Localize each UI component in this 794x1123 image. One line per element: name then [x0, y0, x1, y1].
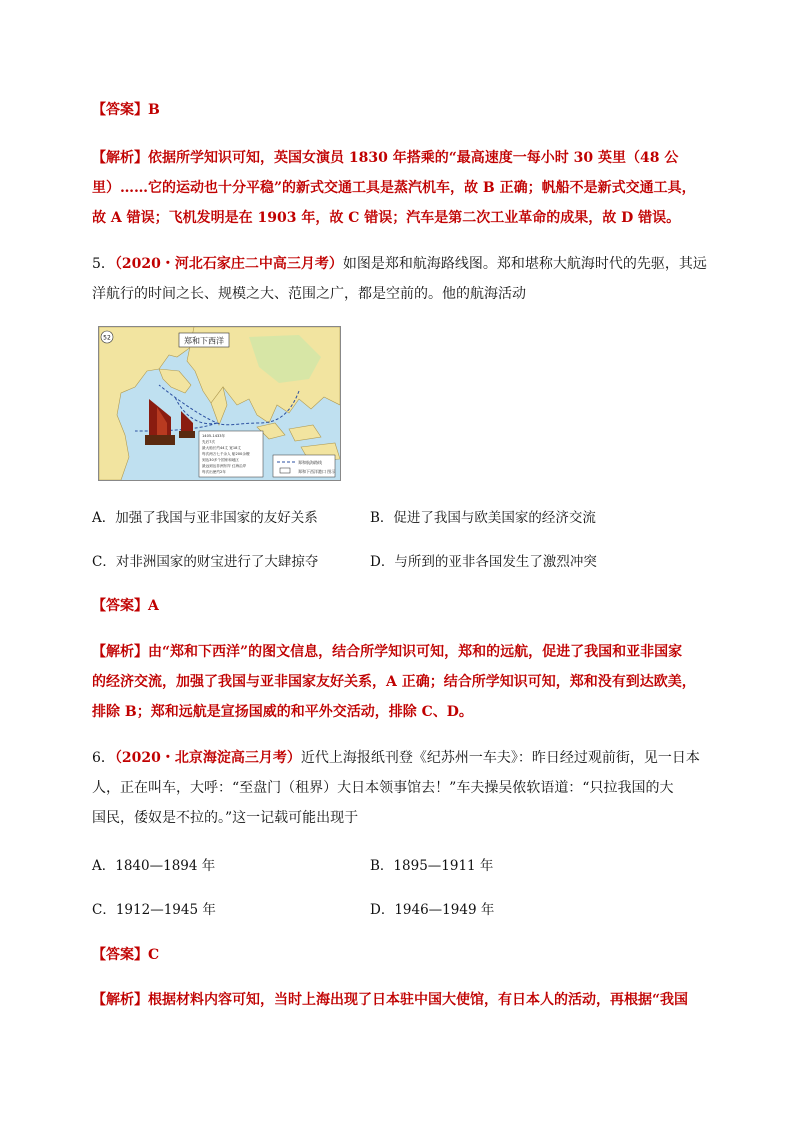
question-source: （2020・河北石家庄二中高三月考）	[114, 256, 343, 272]
map-legend-route: 郑和航海路线	[298, 460, 322, 465]
q5-option-a[interactable]: A．加强了我国与亚非国家的友好关系	[92, 510, 318, 526]
q6-stem-line-1: 6．（2020・北京海淀高三月考）近代上海报纸刊登《纪苏州一车夫》：昨日经过观前街，见一日本	[92, 750, 700, 766]
q5-analysis-line-1: 【解析】由“郑和下西洋”的图文信息，结合所学知识可知，郑和的远航，促进了我国和亚非国家	[92, 644, 683, 660]
map-table-row: 每次出使约2年	[202, 470, 226, 474]
zheng-he-voyage-map	[98, 326, 341, 481]
q5-analysis-line-3: 排除 B；郑和远航是宣扬国威的和平外交活动，排除 C、D。	[92, 704, 473, 720]
map-table-row: 先后7次	[202, 440, 216, 444]
map-table-row: 每次两万七千余人 船200余艘	[202, 452, 250, 456]
q6-stem-line-3: 国民，倭奴是不拉的。”这一记载可能出现于	[92, 810, 359, 826]
q4-answer-line	[92, 100, 712, 120]
question-source: （2020・北京海淀高三月考）	[114, 750, 301, 766]
answer-value: C	[148, 947, 160, 963]
q4-analysis-line-1: 【解析】依据所学知识可知，英国女演员 1830 年搭乘的“最高速度一每小时 30 英里（48 公	[92, 150, 679, 166]
q5-option-c[interactable]: C．对非洲国家的财宝进行了大肆掠夺	[92, 554, 319, 570]
map-table-row: 最远到达非洲东岸 红海沿岸	[202, 464, 247, 468]
answer-value: A	[148, 598, 159, 614]
question-number: 5．	[92, 256, 115, 272]
q5-answer-line	[92, 596, 712, 616]
answer-tag: 【答案】	[92, 947, 148, 963]
answer-value: B	[148, 102, 160, 118]
map-badge: 52	[103, 334, 111, 342]
q5-stem-line-1: 5．（2020・河北石家庄二中高三月考）如图是郑和航海路线图。郑和堪称大航海时代的先驱，其远	[92, 256, 707, 272]
q6-option-c[interactable]: C．1912—1945 年	[92, 902, 216, 918]
q6-answer-line	[92, 945, 712, 965]
q6-stem-line-2: 人，正在叫车，大呼：“至盘门（租界）大日本领事馆去！”车夫操吴侬软语道：“只拉我国的大	[92, 780, 674, 796]
answer-tag: 【答案】	[92, 102, 148, 118]
map-title: 郑和下西洋	[184, 336, 224, 346]
analysis-tag: 【解析】	[92, 150, 148, 166]
q6-option-b[interactable]: B．1895—1911 年	[370, 858, 494, 874]
map-table-row: 1405-1433年	[202, 434, 226, 438]
q4-analysis-line-2: 里）……它的运动也十分平稳”的新式交通工具是蒸汽机车，故 B 正确；帆船不是新式交通工具，	[92, 180, 696, 196]
q5-option-b[interactable]: B．促进了我国与欧美国家的经济交流	[370, 510, 596, 526]
analysis-tag: 【解析】	[92, 992, 148, 1008]
map-legend-port: 郑和下西洋港口 图示	[298, 469, 336, 474]
q6-option-a[interactable]: A．1840—1894 年	[92, 858, 216, 874]
q5-option-d[interactable]: D．与所到的亚非各国发生了激烈冲突	[370, 554, 597, 570]
q5-analysis-line-2: 的经济交流，加强了我国与亚非国家友好关系，A 正确；结合所学知识可知，郑和没有到达欧美，	[92, 674, 696, 690]
q6-option-d[interactable]: D．1946—1949 年	[370, 902, 495, 918]
answer-tag: 【答案】	[92, 598, 148, 614]
question-number: 6．	[92, 750, 115, 766]
map-table-row: 最大船长约44丈 宽18丈	[202, 446, 242, 450]
q4-analysis-line-3: 故 A 错误；飞机发明是在 1903 年，故 C 错误；汽车是第二次工业革命的成果，故 D 错误。	[92, 210, 681, 226]
map-table-row: 到达30多个国家和地区	[202, 458, 239, 462]
analysis-tag: 【解析】	[92, 644, 148, 660]
q5-stem-line-2: 洋航行的时间之长、规模之大、范围之广，都是空前的。他的航海活动	[92, 286, 526, 302]
q6-analysis-line-1: 【解析】根据材料内容可知，当时上海出现了日本驻中国大使馆，有日本人的活动，再根据“我国	[92, 992, 689, 1008]
